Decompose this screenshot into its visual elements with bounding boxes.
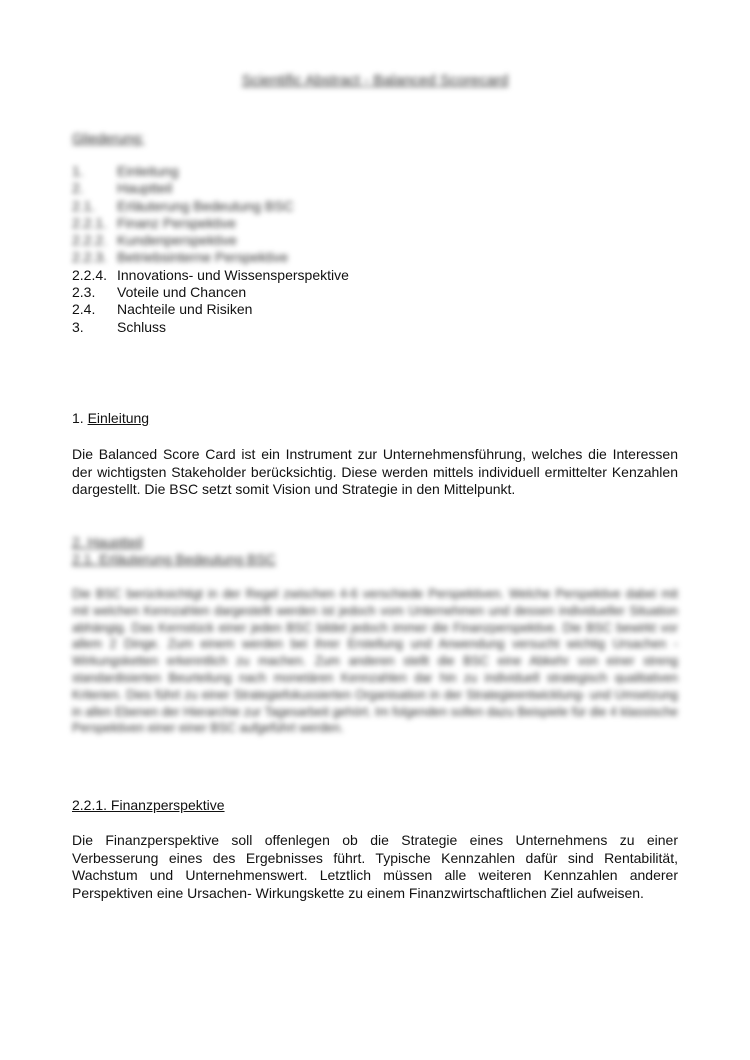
toc-entry-label: Erläuterung Bedeutung BSC: [117, 197, 294, 214]
toc-entry-number: 2.: [72, 180, 84, 197]
intro-heading-label: Einleitung: [87, 410, 150, 426]
toc-entry-label: Hauptteil: [117, 180, 173, 197]
toc-entry: [72, 198, 632, 215]
toc-entry-label: Voteile und Chancen: [117, 284, 247, 301]
finanz-heading: 2.2.1. Finanzperspektive: [72, 797, 225, 813]
document-title: Scientific Abstract - Balanced Scorecard: [241, 72, 509, 89]
toc-entry-number: 2.3.: [72, 284, 96, 301]
intro-heading: [72, 410, 149, 428]
toc-entry-number: 2.2.2.: [72, 232, 108, 249]
subsection-heading: 2.1. Erläuterung Bedeutung BSC: [72, 551, 276, 567]
toc-entry-number: 3.: [72, 318, 84, 335]
table-of-contents: [72, 163, 632, 336]
hauptteil-paragraph: Die BSC berücksichtigt in der Regel zwischen 4-6 verschiede Perspektiven. Welche Perspektive dabei mit mit welchen Kennzahlen dargestellt werden ist jedoch vom Unternehmen und dessen individueller Situation abhängig. Das Kernstück einer jeden BSC bildet jedoch immer die Finanzperspektive. Die BSC bewirkt vor allem 2 Dinge. Zum einem werden bei ihrer Erstellung und Anwendung versucht wichtig Ursachen - Wirkungsketten erkenntlich zu machen. Zum anderen stellt die BSC eine Abkehr von einer streng standardisierten Beurteilung nach monetären Kennzahlen dar hin zu individuell strategisch qualitativen Kriterien. Dies führt zu einer Strategiefokussierten Organisation in der Strategieentwicklung- und Umsetzung in allen Ebenen der Hierarchie zur Tagesarbeit gehört. Im folgenden sollen dazu Beispiele für die 4 klassische Perspektiven einer einer BSC aufgeführt werden.: [72, 587, 678, 736]
toc-entry-label: Kundenperspektive: [117, 232, 237, 249]
toc-entry-label: Finanz Perspektive: [117, 214, 237, 231]
toc-entry: [72, 267, 632, 284]
toc-entry: [72, 249, 632, 266]
toc-entry-number: 2.4.: [72, 301, 96, 318]
toc-entry-number: 2.2.3.: [72, 249, 108, 266]
toc-entry: [72, 232, 632, 249]
toc-entry: [72, 284, 632, 301]
toc-entry: [72, 215, 632, 232]
toc-entry: [72, 180, 632, 197]
toc-entry-number: 2.2.1.: [72, 214, 108, 231]
toc-entry-number: 2.2.4.: [72, 266, 108, 283]
toc-entry-number: 2.1.: [72, 197, 96, 214]
intro-paragraph: Die Balanced Score Card ist ein Instrument zur Unternehmensführung, welches die Interessen der wichtigsten Stakeholder berücksichtig. Diese werden mittels individuell ermittelter Kenzahlen dargestellt. Die BSC setzt somit Vision und Strategie in den Mittelpunkt.: [72, 446, 678, 497]
toc-entry-label: Betriebsinterne Perspektive: [117, 249, 289, 266]
toc-entry-label: Einleitung: [117, 163, 179, 179]
toc-entry: [72, 163, 632, 180]
toc-entry-number: 1.: [72, 163, 84, 179]
toc-entry: [72, 319, 632, 336]
toc-entry: [72, 301, 632, 318]
hauptteil-heading: 2. Hauptteil: [72, 534, 143, 550]
finanz-paragraph: Die Finanzperspektive soll offenlegen ob die Strategie eines Unternehmens zu einer Verbesserung eines des Ergebnisses führt. Typische Kennzahlen dafür sind Rentabilität, Wachstum und Unternehmenswert. Letztlich müssen alle weiteren Kennzahlen anderer Perspektiven eine Ursachen- Wirkungskette zu einem Finanzwirtschaftlichen Ziel aufweisen.: [72, 832, 678, 901]
toc-entry-label: Nachteile und Risiken: [117, 301, 253, 318]
toc-entry-label: Innovations- und Wissensperspektive: [117, 266, 349, 283]
intro-heading-number: 1.: [72, 410, 84, 426]
toc-entry-label: Schluss: [117, 318, 167, 335]
toc-heading: Gliederung:: [72, 130, 145, 146]
